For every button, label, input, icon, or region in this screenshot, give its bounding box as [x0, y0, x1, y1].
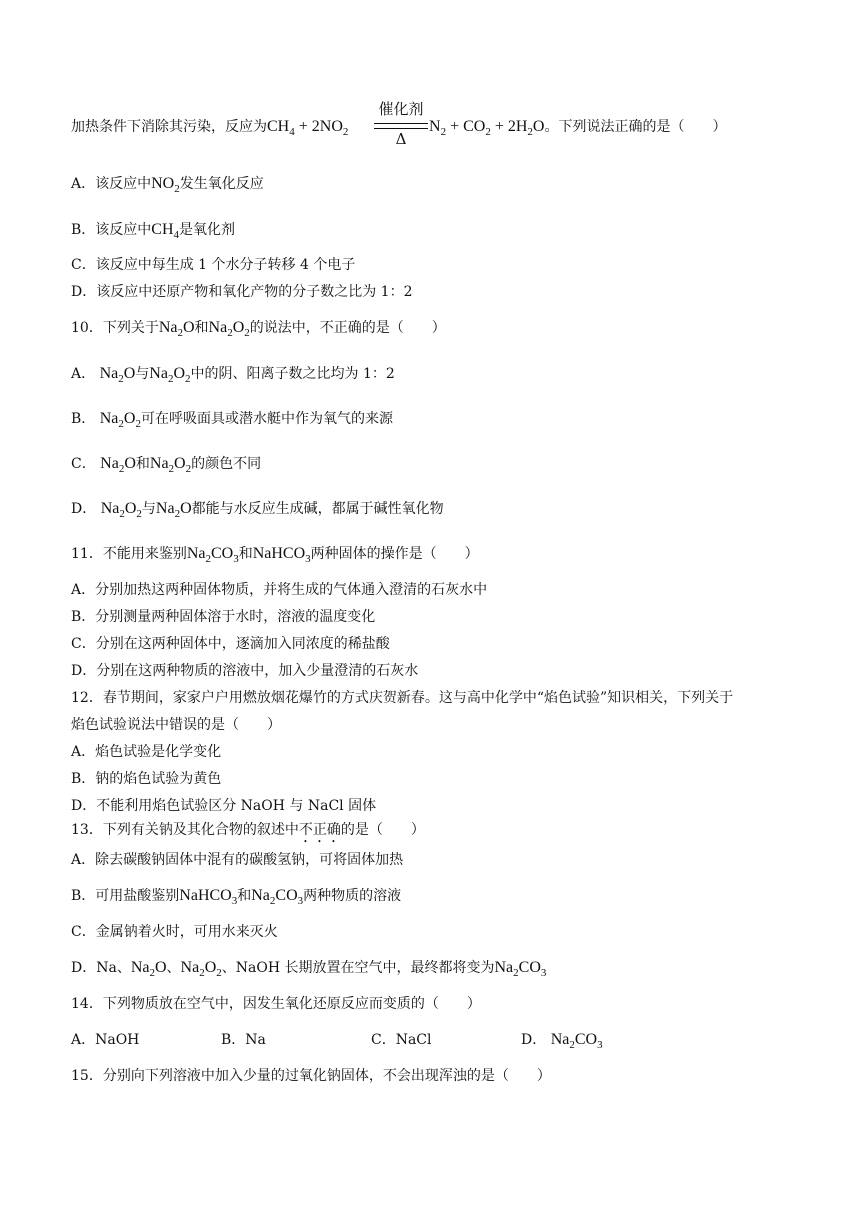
q14-option-c: C．NaCl: [371, 1032, 432, 1048]
q13-option-c: C．金属钠着火时，可用水来灭火: [71, 924, 278, 940]
q14-option-b: B．Na: [221, 1032, 266, 1048]
q11-option-d: D．分别在这两种物质的溶液中，加入少量澄清的石灰水: [71, 663, 419, 679]
q14-option-d: D． $Na_2CO_3$: [521, 1031, 603, 1051]
emphasis-text: 不正确: [298, 822, 341, 838]
q12-option-d: D．不能利用焰色试验区分 NaOH 与 NaCl 固体: [71, 798, 377, 814]
q10-option-c: C． $Na_2O$和$Na_2O_2$的颜色不同: [71, 455, 262, 475]
q11-option-b: B．分别测量两种固体溶于水时，溶液的温度变化: [71, 609, 376, 625]
q12-option-a: A．焰色试验是化学变化: [71, 744, 222, 760]
q12-option-b: B．钠的焰色试验为黄色: [71, 771, 222, 787]
q13-option-d: D．Na、$Na_2O$、$Na_2O_2$、NaOH 长期放置在空气中，最终都将变为$Na_2CO_3$: [71, 959, 547, 979]
q9-stem-pre: 加热条件下消除其污染，反应为$CH_4 + 2NO_2$: [71, 118, 349, 138]
q13-option-b: B．可用盐酸鉴别NaHCO$_3$和$Na_2CO_3$两种物质的溶液: [71, 887, 402, 907]
q11-option-c: C．分别在这两种固体中，逐滴加入同浓度的稀盐酸: [71, 636, 390, 652]
q9-option-d: D．该反应中还原产物和氧化产物的分子数之比为 1：2: [71, 284, 413, 300]
q10-stem: 10．下列关于$Na_2O$和$Na_2O_2$的说法中，不正确的是（ ）: [71, 319, 446, 339]
formula-reactants: $CH_4 + 2NO_2$: [267, 118, 349, 138]
q10-option-a: A． $Na_2O$与$Na_2O_2$中的阴、阳离子数之比均为 1：2: [71, 365, 395, 385]
q12-stem-line1: 12．春节期间，家家户户用燃放烟花爆竹的方式庆贺新春。这与高中化学中“焰色试验”知识相关，下列关于: [71, 690, 734, 706]
q13-option-a: A．除去碳酸钠固体中混有的碳酸氢钠，可将固体加热: [71, 852, 404, 868]
formula-products: $N_2 + CO_2 + 2H_2O$: [429, 118, 545, 138]
reaction-arrow: [374, 123, 428, 129]
q9-option-c: C．该反应中每生成 1 个水分子转移 4 个电子: [71, 257, 356, 273]
q10-option-d: D． $Na_2O_2$与$Na_2O$都能与水反应生成碱，都属于碱性氧化物: [71, 500, 444, 520]
q11-stem: 11．不能用来鉴别$Na_2CO_3$和NaHCO$_3$两种固体的操作是（ ）: [71, 545, 479, 565]
catalyst-label: 催化剂: [378, 100, 424, 118]
q14-option-a: A．NaOH: [71, 1032, 140, 1048]
q9-option-b: B．该反应中$CH_4$是氧化剂: [71, 221, 236, 241]
q14-stem: 14．下列物质放在空气中，因发生氧化还原反应而变质的（ ）: [71, 996, 481, 1012]
q12-stem-line2: 焰色试验说法中错误的是（ ）: [71, 717, 281, 733]
heat-symbol: Δ: [395, 130, 407, 148]
q10-option-b: B． $Na_2O_2$可在呼吸面具或潜水艇中作为氧气的来源: [71, 410, 393, 430]
q14-options: [71, 1030, 603, 1050]
q11-option-a: A．分别加热这两种固体物质，并将生成的气体通入澄清的石灰水中: [71, 582, 488, 598]
q9-option-a: A．该反应中$NO_2$发生氧化反应: [71, 175, 264, 195]
q9-stem-post: $N_2 + CO_2 + 2H_2O$。下列说法正确的是（ ）: [429, 118, 727, 138]
q15-stem: 15．分别向下列溶液中加入少量的过氧化钠固体，不会出现浑浊的是（ ）: [71, 1068, 551, 1084]
q13-stem: 13．下列有关钠及其化合物的叙述中不正确的是（ ）: [71, 822, 425, 838]
